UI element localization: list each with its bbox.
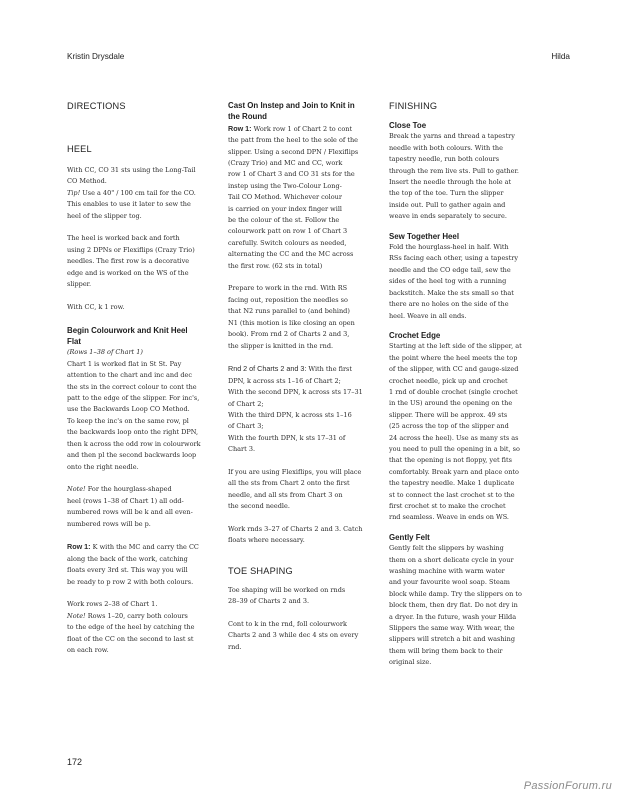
- heel-paragraph-3: With CC, k 1 row.: [67, 302, 125, 311]
- watermark: PassionForum.ru: [523, 780, 612, 792]
- row1-paragraph: Row 1: K with the MC and carry the CC along the back of the work, catching floats every 3rd st. This way you will be ready to p row 2 with both colours.: [67, 542, 199, 586]
- crochet-edge-paragraph: Starting at the left side of the slipper, at the point where the heel meets the top of the slipper, with CC and gauge-sized crochet needle, pick up and crochet 1 rnd of double crochet (single crochet in the US) around the opening on the slipper. There will be approx. 49 sts (25 across the top of the slipper and 24 across the heel). Use as many sts as you need to pull the opening in a bit, so that the opening is not floppy, yet fits comfortably. Break yarn and place onto the tapestry needle. Make 1 duplicate st to connect the last crochet st to the first crochet st to make the crochet rnd seamless. Weave in ends on WS.: [389, 342, 522, 522]
- page-number: 172: [67, 757, 83, 767]
- tip-label: Tip!: [67, 188, 81, 197]
- heel-paragraph-1: With CC, CO 31 sts using the Long-Tail CO Method. Tip! Use a 40" / 100 cm tail for the CO. This enables to use it later to sew the heel of the slipper tog.: [67, 166, 196, 220]
- column-right: [389, 100, 543, 669]
- cast-on-instep-heading: Cast On Instep and Join to Knit in the Round: [228, 101, 355, 122]
- row1-label: Row 1:: [67, 542, 91, 552]
- note-label: Note!: [67, 485, 86, 494]
- chart1-paragraph: Chart 1 is worked flat in St St. Pay attention to the chart and inc and dec the sts in the correct colour to cont the patt to the edge of the slipper. For inc's, use the Backwards Loop CO Method. To keep the inc's on the same row, pl the backwards loop onto the right DPN, then k across the odd row in colourwork and then pl the second backwards loop onto the right needle.: [67, 359, 201, 471]
- rnd2-label: Rnd 2 of Charts 2 and 3:: [228, 364, 307, 374]
- crochet-edge-heading: Crochet Edge: [389, 330, 441, 340]
- prepare-paragraph: Prepare to work in the rnd. With RS facing out, reposition the needles so that N2 runs parallel to (and behind) N1 (this motion is like closing an open book). From rnd 2 of Charts 2 and 3, the slipper is knitted in the rnd.: [228, 284, 355, 350]
- directions-heading: DIRECTIONS: [67, 101, 126, 111]
- sew-heel-paragraph: Fold the hourglass-heel in half. With RSs facing each other, using a tapestry needle and the CO edge tail, sew the sides of the heel tog with a running backstitch. Make the sts small so that there are no holes on the side of the heel. Weave in all ends.: [389, 243, 519, 320]
- note2-label: Note!: [67, 611, 86, 620]
- rnd2-paragraph: Rnd 2 of Charts 2 and 3: With the first DPN, k across sts 1–16 of Chart 2; With the second DPN, k across sts 17–31 of Chart 2; With the third DPN, k across sts 1–16 of Chart 3; With the fourth DPN, k sts 17–31 of Chart 3.: [228, 364, 363, 454]
- begin-colourwork-heading: Begin Colourwork and Knit Heel Flat: [67, 325, 188, 347]
- work-rnds-paragraph: Work rnds 3–27 of Charts 2 and 3. Catch floats where necessary.: [228, 524, 363, 545]
- header-author: Kristin Drysdale: [67, 52, 125, 61]
- work-rows-line: Work rows 2–38 of Chart 1.: [67, 600, 158, 609]
- hourglass-note: Note! For the hourglass-shaped heel (rows 1–38 of Chart 1) all odd- numbered rows will be k and all even- numbered rows will be p.: [67, 485, 193, 528]
- gently-felt-paragraph: Gently felt the slippers by washing them on a short delicate cycle in your washing machine with warm water and your favourite wool soap. Steam block while damp. Try the slippers on to block them, then dry flat. Do not dry in a dryer. In the future, wash your Hilda Slippers the same way. With wear, the slippers will stretch a bit and washing them will bring them back to their original size.: [389, 544, 522, 667]
- header-pattern-title: Hilda: [551, 52, 570, 61]
- rows-note: (Rows 1–38 of Chart 1): [67, 348, 143, 357]
- toe-paragraph-2: Cont to k in the rnd, foll colourwork Charts 2 and 3 while dec 4 sts on every rnd.: [228, 619, 359, 651]
- flexiflips-paragraph: If you are using Flexiflips, you will place all the sts from Chart 2 onto the first needle, and all sts from Chart 3 on the second needle.: [228, 467, 362, 511]
- column-left: [67, 100, 222, 656]
- heel-heading: HEEL: [67, 144, 92, 154]
- carry-colours-note: Note! Rows 1–20, carry both colours to the edge of the heel by catching the float of the CC on the second to last st on each row.: [67, 611, 195, 654]
- gently-felt-heading: Gently Felt: [389, 532, 430, 542]
- sew-heel-heading: Sew Together Heel: [389, 231, 460, 241]
- close-toe-heading: Close Toe: [389, 121, 427, 130]
- toe-shaping-heading: TOE SHAPING: [228, 565, 293, 576]
- column-middle: [228, 100, 380, 653]
- cast-on-row1-paragraph: Row 1: Work row 1 of Chart 2 to cont the patt from the heel to the sole of the slipper. Using a second DPN / Flexiflips (Crazy Trio) and MC and CC, work row 1 of Chart 3 and CO 31 sts for the instep using the Two-Colour Long- Tail CO Method. Whichever colour is carried on your index finger will be the colour of the st. Follow the colourwork patt on row 1 of Chart 3 carefully. Switch colours as needed, alternating the CC and the MC across the first row. (62 sts in total): [228, 123, 359, 270]
- heel-paragraph-2: The heel is worked back and forth using 2 DPNs or Flexiflips (Crazy Trio) needles. The first row is a decorative edge and is worked on the WS of the slipper.: [67, 234, 195, 289]
- toe-paragraph-1: Toe shaping will be worked on rnds 28–39 of Charts 2 and 3.: [228, 585, 346, 606]
- cast-row1-label: Row 1:: [228, 123, 252, 133]
- close-toe-paragraph: Break the yarns and thread a tapestry needle with both colours. With the tapestry needle, run both colours through the rem live sts. Pull to gather. Insert the needle through the hole at the top of the toe. Turn the slipper inside out. Pull to gather again and weave in ends separately to secure.: [389, 132, 519, 221]
- finishing-heading: FINISHING: [389, 101, 438, 111]
